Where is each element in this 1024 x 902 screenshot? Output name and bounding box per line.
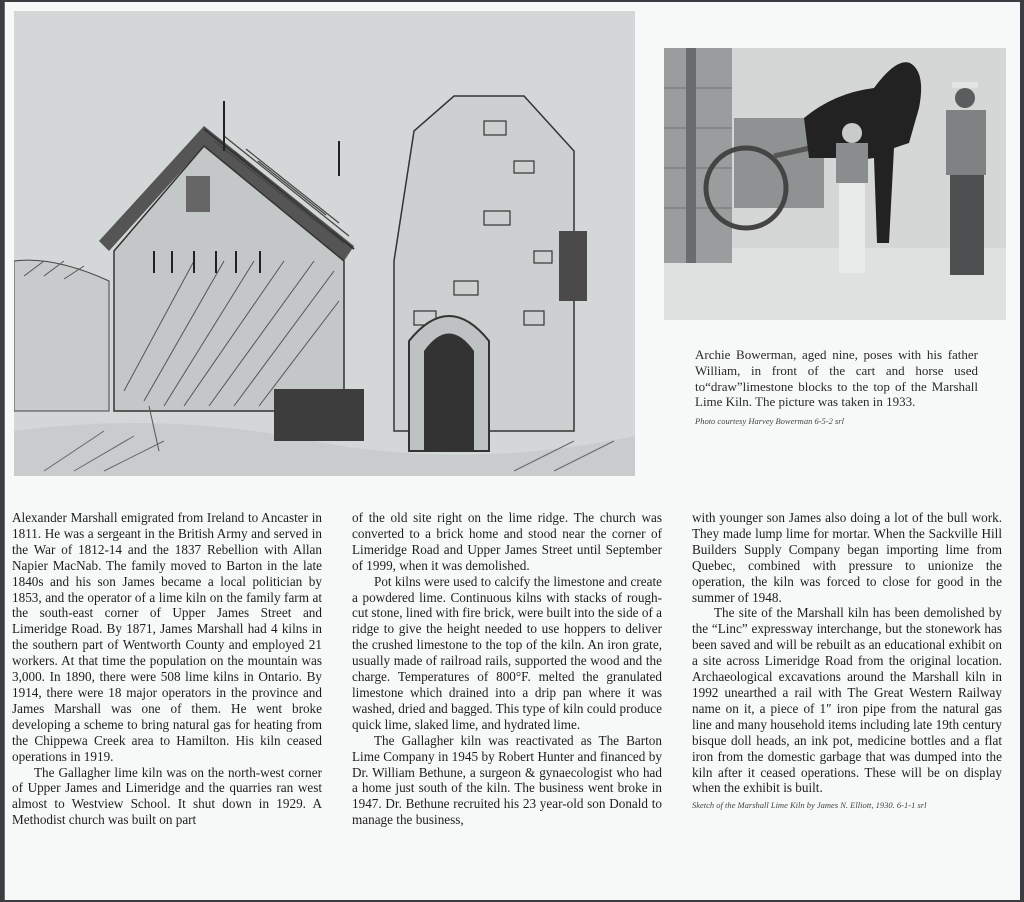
article-column-3 — [692, 510, 1002, 810]
paragraph: The site of the Marshall kiln has been demolished by the “Linc” expressway interchange, but the stonework has been saved and will be rebuilt as an educational exhibit on a site across Limeridge Road from the original location. Archaeological excavations around the Marshall kiln in 1992 unearthed a rail with The Great Western Railway name on it, a piece of 1″ iron pipe from the natural gas line and many household items including late 19th century bisque doll heads, an ink pot, medicine bottles and a flat iron from the domestic garbage that was dumped into the kiln after it ceased operations. These will be on display when the exhibit is built. — [692, 605, 1002, 796]
paragraph: The Gallagher kiln was reactivated as The Barton Lime Company in 1945 by Robert Hunter and financed by Dr. William Bethune, a surgeon & gynaecologist who had a home just south of the kiln. The business went broke in 1947. Dr. Bethune recruited his 23 year-old son Donald to manage the business, — [352, 732, 662, 828]
cart-horse-photo-icon — [664, 48, 1006, 320]
sketch-credit: Sketch of the Marshall Lime Kiln by James N. Elliott, 1930. 6-1-1 srl — [692, 800, 927, 811]
paragraph: Pot kilns were used to calcify the limestone and create a powdered lime. Continuous kilns with stacks of rough-cut stone, lined with fire brick, were built into the side of a ridge to give the height needed to use hoppers to deliver the crushed limestone to the top of the kiln. An iron grate, usually made of railroad rails, supported the wood and the charge. Temperatures of 800°F. melted the granulated limestone which drained into a drip pan where it was washed, dried and bagged. This type of kiln could produce quick lime, slaked lime, and hydrated lime. — [352, 573, 662, 732]
caption-text: Archie Bowerman, aged nine, poses with his father William, in front of the cart and horse used to“draw”limestone blocks to the top of the Marshall Lime Kiln. The picture was taken in 1933. — [695, 347, 978, 410]
kiln-sketch-icon — [14, 11, 635, 476]
document-page — [4, 2, 1020, 900]
photo-credit: Photo courtesy Harvey Bowerman 6-5-2 srl — [695, 416, 844, 427]
photo-image-icon — [664, 48, 1006, 320]
article-column-1 — [12, 510, 322, 828]
paragraph: Alexander Marshall emigrated from Ireland to Ancaster in 1811. He was a sergeant in the British Army and served in the War of 1812-14 and the 1837 Rebellion with Allan Napier MacNab. The family moved to Barton in the late 1840s and his son James became a local politician by 1853, and the operator of a lime kiln on the family farm at the south-east corner of Upper James Street and Limeridge Road. By 1871, James Marshall had 4 kilns in the southern part of Wentworth County and employed 21 workers. At that time the population on the mountain was 3,000. In 1890, there were 508 lime kilns in Ontario. By 1914, there were 18 major operators in the province and James Marshall was one of them. He went broke developing a scheme to bring natural gas for heating from the Chippewa Creek area to Hamilton. His kiln ceased operations in 1919. — [12, 510, 322, 764]
sketch-illustration-icon — [14, 11, 635, 476]
paragraph: with younger son James also doing a lot of the bull work. They made lump lime for mortar. When the Sackville Hill Builders Supply Company began importing lime from Quebec, combined with pressure to unionize the operation, the kiln was forced to close for good in the summer of 1948. — [692, 510, 1002, 605]
paragraph: of the old site right on the lime ridge. The church was converted to a brick home and stood near the corner of Limeridge Road and Upper James Street until September of 1999, when it was demolished. — [352, 510, 662, 573]
photo-caption — [695, 347, 978, 426]
article-column-2 — [352, 510, 662, 828]
paragraph: The Gallagher lime kiln was on the north-west corner of Upper James and Limeridge and the quarries ran west almost to Westview School. It shut down in 1929. A Methodist church was built on part — [12, 764, 322, 828]
